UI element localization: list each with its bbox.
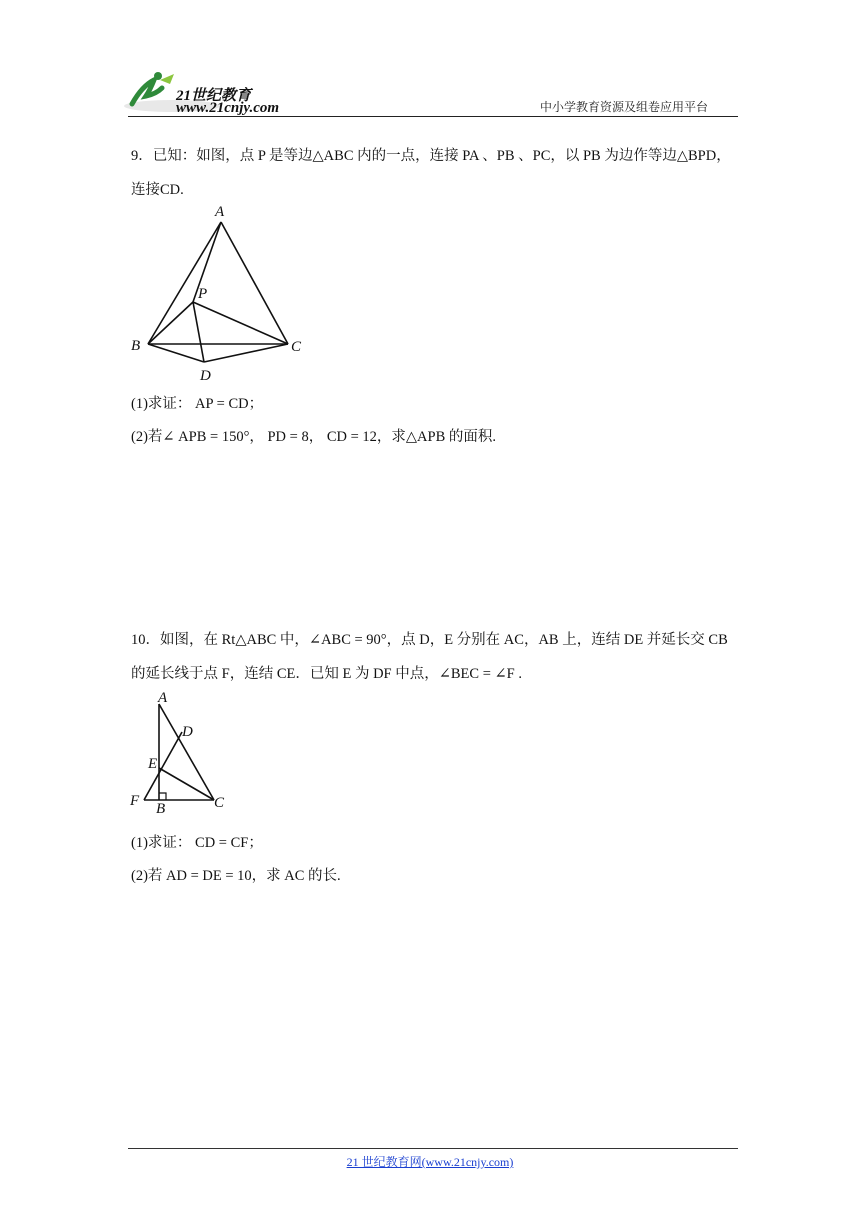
header-platform-text: 中小学教育资源及组卷应用平台 (540, 100, 709, 114)
site-logo (120, 66, 300, 116)
q9-label-a: A (215, 204, 225, 220)
q10-label-d: D (182, 724, 193, 740)
footer-link[interactable]: 21 世纪教育网(www.21cnjy.com) (346, 1155, 514, 1169)
q10-label-f: F (130, 793, 140, 809)
logo-text: 21世纪教育 (176, 88, 252, 104)
q10-figure-lines (144, 704, 214, 800)
logo-url: www.21cnjy.com (176, 100, 280, 116)
q9-stem-line1: 9．已知：如图，点 P 是等边△ABC 内的一点，连接 PA 、PB 、PC，以 PB 为边作等边△BPD， (131, 148, 731, 164)
q9-label-p: P (198, 286, 208, 302)
q9-part1: (1)求证： AP = CD； (131, 396, 264, 412)
q9-figure (128, 200, 318, 385)
logo-graphic (120, 66, 300, 116)
q10-stem-line1: 10．如图，在 Rt△ABC 中，∠ABC = 90°，点 D，E 分别在 AC，AB 上，连结 DE 并延长交 CB (131, 632, 728, 648)
q10-label-b: B (156, 801, 166, 816)
q10-label-e: E (148, 756, 158, 772)
q9-stem-line2: 连接CD. (131, 182, 184, 198)
footer-divider (128, 1148, 738, 1149)
q9-label-d: D (200, 368, 211, 384)
q10-label-c: C (214, 795, 225, 811)
q10-part2: (2)若 AD = DE = 10，求 AC 的长. (131, 868, 341, 884)
q9-label-c: C (291, 339, 302, 355)
q9-part2: (2)若∠ APB = 150°， PD = 8， CD = 12，求△APB 的面积. (131, 429, 497, 445)
q9-figure-lines (148, 222, 288, 362)
q10-part1: (1)求证： CD = CF； (131, 835, 263, 851)
header-divider (128, 116, 738, 117)
q10-label-a: A (158, 690, 168, 706)
q10-figure (126, 686, 236, 816)
q10-stem-line2: 的延长线于点 F，连结 CE．已知 E 为 DF 中点，∠BEC = ∠F . (131, 666, 522, 682)
q9-label-b: B (131, 338, 141, 354)
